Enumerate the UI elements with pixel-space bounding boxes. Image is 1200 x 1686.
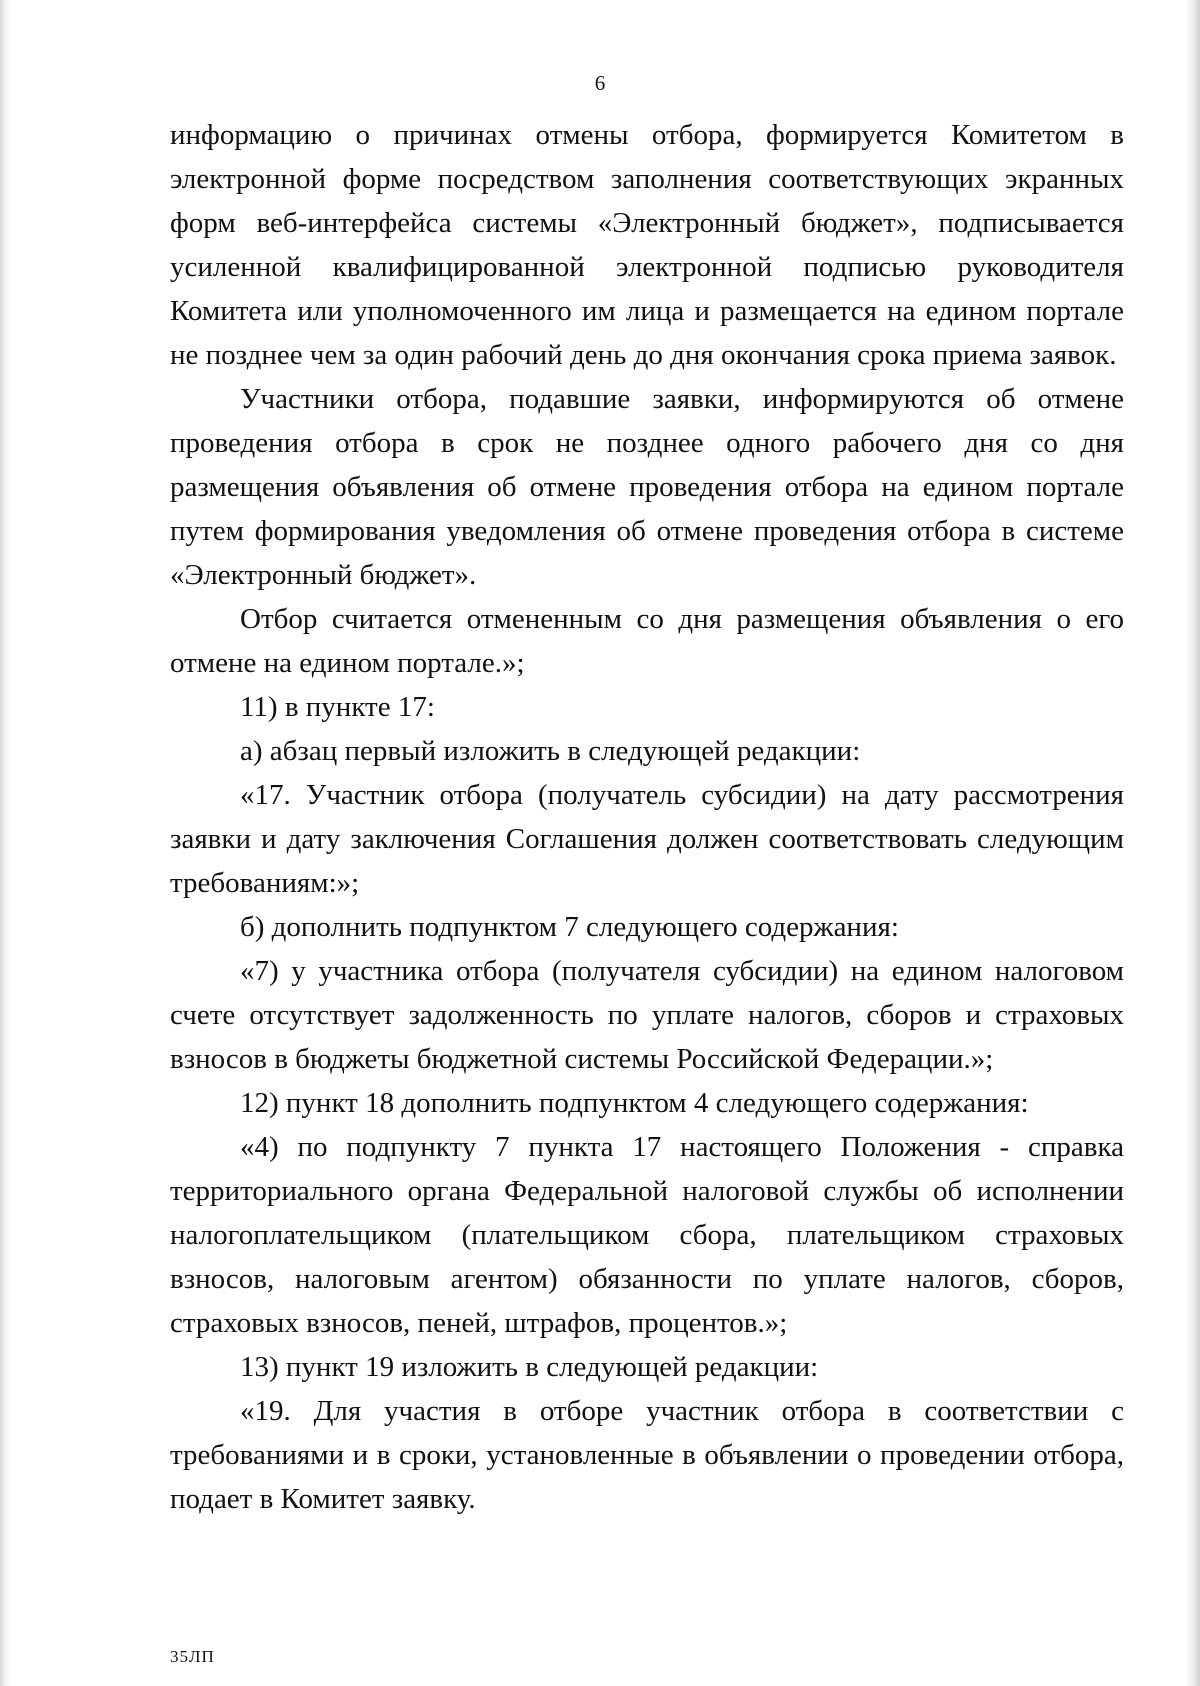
item-11-quote-7: «7) у участника отбора (получателя субсидии) на едином налоговом счете отсутствует задолженность по уплате налогов, сборов и страховых взносов в бюджеты бюджетной системы Российской Федерации.»; — [170, 955, 1124, 1075]
page-number: 6 — [594, 71, 606, 95]
item-11-subitem-b: б) дополнить подпунктом 7 следующего содержания: — [240, 911, 899, 943]
item-11-heading: 11) в пункте 17: — [240, 691, 435, 723]
item-11-subitem-a: а) абзац первый изложить в следующей редакции: — [240, 735, 861, 767]
paragraph-continuation: информацию о причинах отмены отбора, формируется Комитетом в электронной форме посредством заполнения соответствующих экранных форм веб-интерфейса системы «Электронный бюджет», подписывается усиленной квалифицированной электронной подписью руководителя Комитета или уполномоченного им лица и размещается на едином портале не позднее чем за один рабочий день до дня окончания срока приема заявок. — [170, 119, 1124, 371]
document-body — [170, 113, 1124, 1521]
scan-edge-left — [0, 0, 10, 1686]
item-13-quote-19: «19. Для участия в отборе участник отбора в соответствии с требованиями и в сроки, установленные в объявлении о проведении отбора, подает в Комитет заявку. — [170, 1395, 1124, 1515]
paragraph-participants-informed: Участники отбора, подавшие заявки, информируются об отмене проведения отбора в срок не позднее одного рабочего дня со дня размещения объявления об отмене проведения отбора на едином портале путем формирования уведомления об отмене проведения отбора в системе «Электронный бюджет». — [170, 383, 1124, 591]
item-11-quote-17: «17. Участник отбора (получатель субсидии) на дату рассмотрения заявки и дату заключения Соглашения должен соответствовать следующим требованиям:»; — [170, 779, 1124, 899]
item-13-heading: 13) пункт 19 изложить в следующей редакции: — [240, 1351, 819, 1383]
item-12-quote-4: «4) по подпункту 7 пункта 17 настоящего Положения - справка территориального органа Федеральной налоговой службы об исполнении налогоплательщиком (плательщиком сбора, плательщиком страховых взносов, налоговым агентом) обязанности по уплате налогов, сборов, страховых взносов, пеней, штрафов, процентов.»; — [170, 1131, 1124, 1339]
footer-document-code: 35ЛП — [170, 1647, 215, 1666]
scan-edge-right — [1186, 0, 1200, 1686]
paragraph-selection-cancelled: Отбор считается отмененным со дня размещения объявления о его отмене на едином портале.»; — [170, 603, 1124, 679]
item-12-heading: 12) пункт 18 дополнить подпунктом 4 следующего содержания: — [240, 1087, 1029, 1119]
